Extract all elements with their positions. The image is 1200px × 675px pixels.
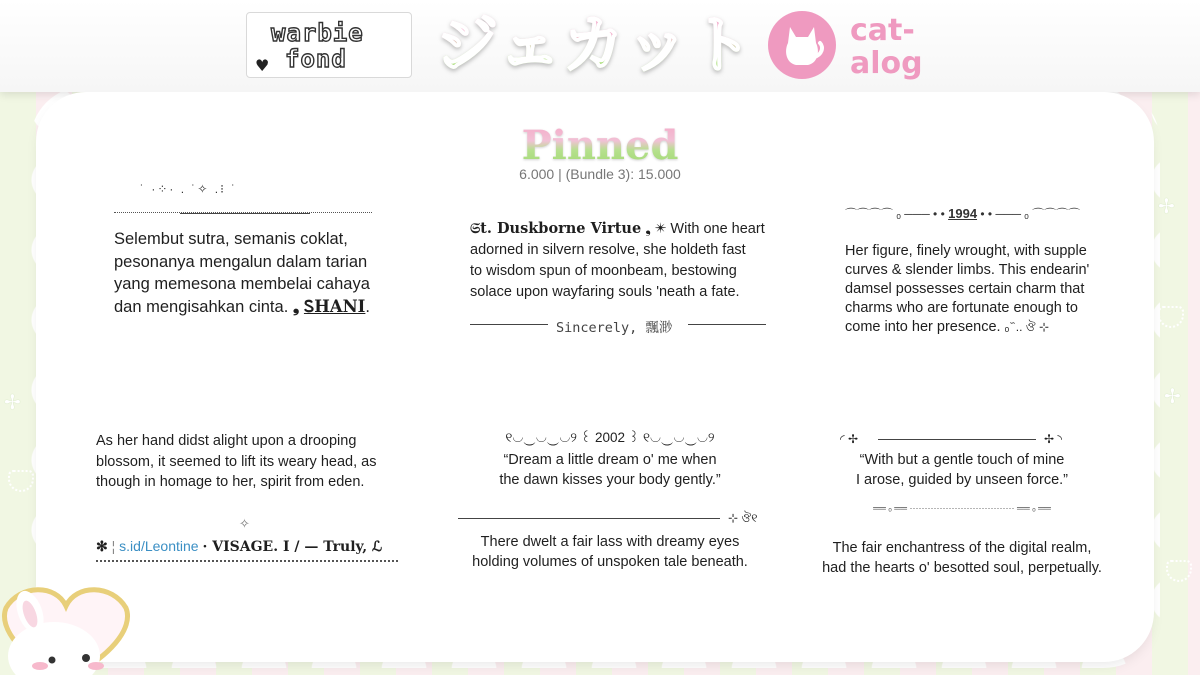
block1-line-last <box>114 296 404 319</box>
pixel-heart-decoration <box>8 470 34 492</box>
signature-mark: ❟ <box>292 297 300 316</box>
block3-line: curves & slender limbs. This endearin' <box>845 262 1090 278</box>
block6-text <box>796 538 1128 578</box>
signature-name[interactable]: ᏚHANI <box>303 296 366 316</box>
block3-deco-right: • • ─── ₒ ⌒⌒⌒⌒ <box>980 207 1081 221</box>
block2-line: adorned in silvern resolve, she holdeth fast <box>470 242 746 258</box>
logo-line-2: fond <box>285 45 347 73</box>
block1-sparkles: ˙ ·⁘· . ˙✧ .⁝ ˙ <box>140 182 238 196</box>
sparkle-icon: ✢ <box>4 390 21 414</box>
sparkle-icon: ✢ <box>1158 194 1175 218</box>
block4-dotted-rule <box>96 560 398 562</box>
pixel-heart-decoration <box>1158 306 1184 328</box>
brand-title: ジェカット <box>436 2 754 88</box>
block4-line: As her hand didst alight upon a drooping <box>96 433 357 449</box>
pixel-heart-decoration <box>1166 560 1192 582</box>
catalog-line-2: alog <box>850 46 923 81</box>
block3-tail: ₒ ᷈ .. ঔ ⊹ <box>1004 320 1050 334</box>
pinned-title: Pinned <box>0 122 1200 169</box>
leontine-link[interactable]: s.id/Leontine <box>119 538 199 554</box>
block5-rule-tail: ⊹ ঔ୧ <box>728 511 758 525</box>
block3-line: Her figure, finely wrought, with supple <box>845 243 1087 259</box>
block2-rule-left <box>470 324 548 325</box>
block2-title-mark: ❟ ✴ <box>645 221 667 237</box>
block2-line: solace upon wayfaring souls 'neath a fate. <box>470 284 740 300</box>
block1-text <box>114 228 404 318</box>
block5-quote-line: “Dream a little dream o' me when <box>503 452 717 468</box>
block4-line: though in homage to her, spirit from eden. <box>96 474 365 490</box>
pinned-price: 6.000 | (Bundle 3): 15.000 <box>519 166 681 182</box>
logo-line-1: warbie <box>271 19 364 47</box>
block5-header: ୧◡‿◡‿◡୨ ꒰ 2002 ꒱ ୧◡‿◡‿◡୨ <box>505 430 715 445</box>
block1-rule <box>180 213 310 214</box>
block4-signature <box>96 538 382 555</box>
block6-line: had the hearts o' besotted soul, perpetually. <box>822 560 1102 576</box>
block3-year: 1994 <box>948 206 978 221</box>
block2-sign: Sincerely, 飄渺 <box>556 320 673 336</box>
block2-line: to wisdom spun of moonbeam, bestowing <box>470 263 737 279</box>
block5-text <box>440 532 780 572</box>
block3-text <box>845 242 1115 337</box>
block6-quote-line: I arose, guided by unseen force.” <box>856 472 1068 488</box>
block6-quote <box>800 450 1124 490</box>
block1-line: yang memesona membelai cahaya <box>114 275 370 293</box>
signature-rest: · VISAGE. I / — Truly, ℒ <box>202 539 383 555</box>
signature-bar: ¦ <box>111 538 116 554</box>
block3-line: damsel possesses certain charm that <box>845 281 1085 297</box>
block6-line: The fair enchantress of the digital realm, <box>832 540 1092 556</box>
block1-line: dan mengisahkan cinta. <box>114 297 289 316</box>
star-icon: ✻ <box>96 538 108 554</box>
block1-line: pesonanya mengalun dalam tarian <box>114 252 368 271</box>
block6-top-rule <box>878 439 1036 440</box>
block4-mark: ✧ <box>239 516 250 531</box>
block3-line: come into her presence. <box>845 319 1001 335</box>
block5-line: holding volumes of unspoken tale beneath. <box>472 554 748 570</box>
block1-line: Selembut sutra, semanis coklat, <box>114 230 348 248</box>
block5-line: There dwelt a fair lass with dreamy eyes <box>480 534 740 550</box>
catalog-label[interactable] <box>850 14 923 80</box>
block3-line: charms who are fortunate enough to <box>845 300 1078 316</box>
bunny-mascot <box>0 578 134 675</box>
block4-text <box>96 431 426 493</box>
block2-text <box>470 218 790 303</box>
block2-line: With one heart <box>670 221 765 237</box>
catalog-line-1: cat- <box>850 13 915 48</box>
block3-deco-left: ⌒⌒⌒⌒ ₒ ─── • • <box>845 207 945 221</box>
block6-mid-rule: ══ ₒ ══ ··································· ══ ₒ ══ <box>873 503 1051 513</box>
block6-quote-line: “With but a gentle touch of mine <box>859 452 1065 468</box>
block6-top-right: ✢ ◝ <box>1044 432 1063 446</box>
block5-quote-line: the dawn kisses your body gently.” <box>499 472 721 488</box>
heart-icon: ♥ <box>255 56 270 75</box>
block3-line-last <box>845 318 1115 337</box>
block4-line: blossom, it seemed to lift its weary head, as <box>96 453 377 470</box>
signature-end: . <box>365 297 370 316</box>
block2-title: 𝔖t. Duskborne Virtue <box>470 220 642 237</box>
block3-header <box>845 205 1080 222</box>
block5-quote <box>440 450 780 490</box>
sparkle-icon: ✢ <box>1164 384 1181 408</box>
cat-icon[interactable] <box>768 11 836 79</box>
block2-rule-right <box>688 324 766 325</box>
block6-top-left: ◜ ✢ <box>840 432 859 446</box>
warbie-fond-logo[interactable] <box>246 12 412 78</box>
block2-line-first <box>470 218 790 240</box>
block5-rule <box>458 518 720 519</box>
header-bar <box>0 0 1200 92</box>
